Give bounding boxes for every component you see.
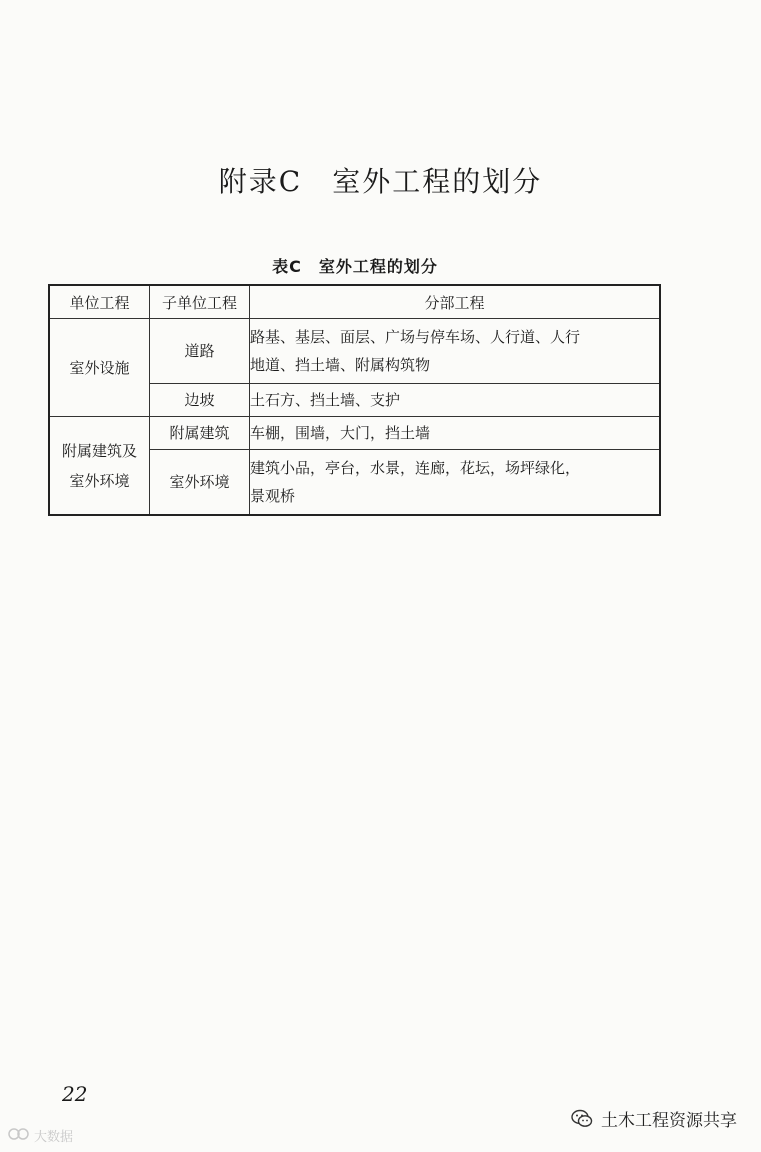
division-text-line: 路基、基层、面层、广场与停车场、人行道、人行 <box>250 328 581 346</box>
wechat-icon <box>571 1109 593 1129</box>
division-text-line: 建筑小品，亭台，水景，连廊，花坛，场坪绿化， <box>250 459 581 477</box>
header-unit: 单位工程 <box>49 285 150 319</box>
logo-icon <box>8 1127 30 1145</box>
unit-cell: 室外设施 <box>49 319 150 417</box>
appendix-title: 附录C 室外工程的划分 <box>218 165 543 198</box>
division-cell: 车棚，围墙，大门，挡土墙 <box>250 417 661 450</box>
table-row <box>49 417 660 450</box>
table-caption: 表C 室外工程的划分 <box>272 257 438 276</box>
table-row <box>49 319 660 384</box>
division-text-line: 景观桥 <box>250 487 296 505</box>
unit-cell <box>49 417 150 516</box>
unit-text-line: 附属建筑及 <box>61 441 137 460</box>
watermark-left-text: 大数据 <box>34 1130 74 1145</box>
header-sub-unit: 子单位工程 <box>150 285 250 319</box>
unit-text-line: 室外环境 <box>69 471 130 490</box>
division-table <box>48 284 661 516</box>
watermark-right-text: 土木工程资源共享 <box>601 1111 737 1131</box>
sub-unit-cell: 道路 <box>150 319 250 384</box>
watermark-left <box>8 1126 73 1145</box>
sub-unit-cell: 室外环境 <box>150 450 250 516</box>
table-header-row <box>49 285 660 319</box>
division-cell: 土石方、挡土墙、支护 <box>250 384 661 417</box>
page-number: 22 <box>62 1082 88 1106</box>
division-cell <box>250 450 661 516</box>
division-cell <box>250 319 661 384</box>
header-division: 分部工程 <box>250 285 661 319</box>
watermark-right <box>571 1106 737 1131</box>
sub-unit-cell: 附属建筑 <box>150 417 250 450</box>
sub-unit-cell: 边坡 <box>150 384 250 417</box>
division-text-line: 地道、挡土墙、附属构筑物 <box>250 356 431 374</box>
